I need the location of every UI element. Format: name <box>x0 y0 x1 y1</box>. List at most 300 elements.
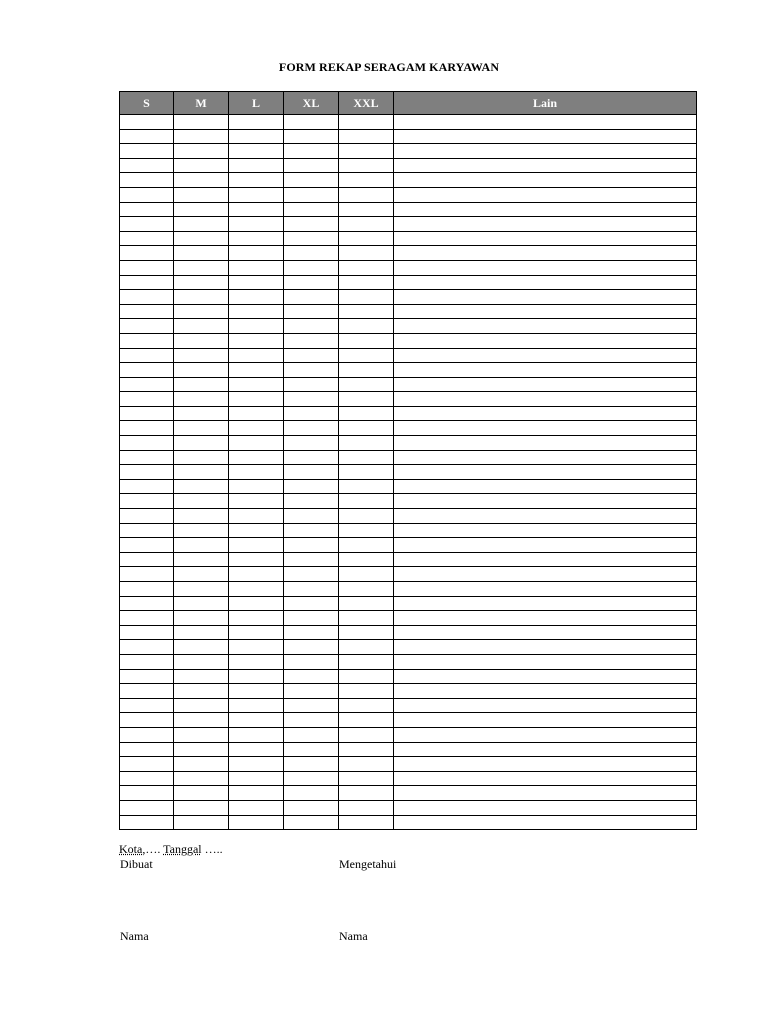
table-cell[interactable] <box>174 231 229 246</box>
table-cell[interactable] <box>339 319 394 334</box>
table-cell[interactable] <box>174 406 229 421</box>
table-cell[interactable] <box>120 333 174 348</box>
table-cell[interactable] <box>229 538 284 553</box>
table-cell[interactable] <box>339 713 394 728</box>
table-cell[interactable] <box>229 275 284 290</box>
table-cell[interactable] <box>284 742 339 757</box>
table-cell[interactable] <box>284 363 339 378</box>
table-cell[interactable] <box>174 552 229 567</box>
table-cell[interactable] <box>284 275 339 290</box>
table-cell[interactable] <box>229 231 284 246</box>
table-cell[interactable] <box>229 669 284 684</box>
table-cell[interactable] <box>339 129 394 144</box>
table-cell[interactable] <box>229 567 284 582</box>
table-cell[interactable] <box>120 129 174 144</box>
table-cell[interactable] <box>339 115 394 130</box>
table-cell[interactable] <box>120 684 174 699</box>
table-cell[interactable] <box>174 494 229 509</box>
table-cell[interactable] <box>174 363 229 378</box>
table-cell[interactable] <box>284 640 339 655</box>
table-cell[interactable] <box>394 567 697 582</box>
table-cell[interactable] <box>284 290 339 305</box>
table-cell[interactable] <box>120 582 174 597</box>
table-cell[interactable] <box>394 348 697 363</box>
table-cell[interactable] <box>174 333 229 348</box>
table-row <box>120 509 697 524</box>
table-cell[interactable] <box>394 304 697 319</box>
table-cell[interactable] <box>394 625 697 640</box>
table-cell[interactable] <box>339 654 394 669</box>
table-cell[interactable] <box>229 640 284 655</box>
table-cell[interactable] <box>339 392 394 407</box>
table-cell[interactable] <box>229 727 284 742</box>
table-cell[interactable] <box>339 582 394 597</box>
table-cell[interactable] <box>394 465 697 480</box>
table-cell[interactable] <box>229 786 284 801</box>
table-cell[interactable] <box>339 479 394 494</box>
table-cell[interactable] <box>174 421 229 436</box>
table-cell[interactable] <box>229 421 284 436</box>
table-cell[interactable] <box>120 290 174 305</box>
table-cell[interactable] <box>284 815 339 830</box>
table-cell[interactable] <box>120 552 174 567</box>
table-cell[interactable] <box>339 290 394 305</box>
table-cell[interactable] <box>229 479 284 494</box>
table-cell[interactable] <box>174 698 229 713</box>
table-cell[interactable] <box>120 158 174 173</box>
table-cell[interactable] <box>284 494 339 509</box>
table-cell[interactable] <box>284 654 339 669</box>
table-cell[interactable] <box>120 377 174 392</box>
table-cell[interactable] <box>339 421 394 436</box>
table-cell[interactable] <box>174 567 229 582</box>
table-cell[interactable] <box>120 217 174 232</box>
table-cell[interactable] <box>174 786 229 801</box>
table-cell[interactable] <box>394 217 697 232</box>
table-cell[interactable] <box>339 611 394 626</box>
table-cell[interactable] <box>229 115 284 130</box>
table-row <box>120 202 697 217</box>
table-cell[interactable] <box>284 377 339 392</box>
table-cell[interactable] <box>229 173 284 188</box>
table-cell[interactable] <box>339 231 394 246</box>
table-cell[interactable] <box>284 465 339 480</box>
table-cell[interactable] <box>174 771 229 786</box>
table-cell[interactable] <box>229 406 284 421</box>
table-cell[interactable] <box>394 421 697 436</box>
table-cell[interactable] <box>229 377 284 392</box>
table-cell[interactable] <box>394 377 697 392</box>
table-cell[interactable] <box>229 348 284 363</box>
table-cell[interactable] <box>229 800 284 815</box>
table-row <box>120 684 697 699</box>
table-cell[interactable] <box>394 786 697 801</box>
table-cell[interactable] <box>229 144 284 159</box>
table-cell[interactable] <box>284 129 339 144</box>
table-cell[interactable] <box>284 173 339 188</box>
table-cell[interactable] <box>120 115 174 130</box>
table-cell[interactable] <box>394 406 697 421</box>
table-cell[interactable] <box>284 187 339 202</box>
table-cell[interactable] <box>174 596 229 611</box>
table-cell[interactable] <box>120 786 174 801</box>
table-cell[interactable] <box>120 319 174 334</box>
table-cell[interactable] <box>174 304 229 319</box>
table-cell[interactable] <box>120 757 174 772</box>
table-cell[interactable] <box>120 363 174 378</box>
table-cell[interactable] <box>394 698 697 713</box>
table-cell[interactable] <box>174 275 229 290</box>
table-cell[interactable] <box>394 144 697 159</box>
table-cell[interactable] <box>394 275 697 290</box>
table-cell[interactable] <box>229 698 284 713</box>
table-cell[interactable] <box>284 144 339 159</box>
table-cell[interactable] <box>394 669 697 684</box>
table-cell[interactable] <box>229 523 284 538</box>
table-cell[interactable] <box>339 363 394 378</box>
table-cell[interactable] <box>229 465 284 480</box>
table-cell[interactable] <box>284 319 339 334</box>
table-cell[interactable] <box>284 757 339 772</box>
table-cell[interactable] <box>394 509 697 524</box>
table-cell[interactable] <box>284 582 339 597</box>
table-cell[interactable] <box>120 538 174 553</box>
table-cell[interactable] <box>284 786 339 801</box>
table-cell[interactable] <box>394 450 697 465</box>
table-cell[interactable] <box>229 625 284 640</box>
table-cell[interactable] <box>174 654 229 669</box>
table-cell[interactable] <box>229 304 284 319</box>
table-cell[interactable] <box>339 596 394 611</box>
table-cell[interactable] <box>174 217 229 232</box>
table-cell[interactable] <box>284 231 339 246</box>
table-cell[interactable] <box>394 742 697 757</box>
table-cell[interactable] <box>174 144 229 159</box>
table-cell[interactable] <box>339 698 394 713</box>
table-cell[interactable] <box>120 567 174 582</box>
table-cell[interactable] <box>174 465 229 480</box>
table-cell[interactable] <box>394 757 697 772</box>
table-cell[interactable] <box>394 187 697 202</box>
table-cell[interactable] <box>174 640 229 655</box>
table-cell[interactable] <box>229 684 284 699</box>
table-cell[interactable] <box>174 538 229 553</box>
table-cell[interactable] <box>174 246 229 261</box>
table-cell[interactable] <box>120 771 174 786</box>
table-cell[interactable] <box>284 684 339 699</box>
table-cell[interactable] <box>229 202 284 217</box>
table-cell[interactable] <box>394 771 697 786</box>
table-cell[interactable] <box>394 115 697 130</box>
table-cell[interactable] <box>229 319 284 334</box>
table-cell[interactable] <box>394 800 697 815</box>
table-cell[interactable] <box>120 815 174 830</box>
table-cell[interactable] <box>284 538 339 553</box>
table-cell[interactable] <box>229 129 284 144</box>
table-cell[interactable] <box>394 654 697 669</box>
table-cell[interactable] <box>120 654 174 669</box>
table-cell[interactable] <box>120 640 174 655</box>
table-cell[interactable] <box>339 275 394 290</box>
table-cell[interactable] <box>284 713 339 728</box>
table-cell[interactable] <box>394 436 697 451</box>
table-cell[interactable] <box>339 260 394 275</box>
table-cell[interactable] <box>174 582 229 597</box>
table-cell[interactable] <box>394 494 697 509</box>
table-cell[interactable] <box>120 800 174 815</box>
table-cell[interactable] <box>394 202 697 217</box>
table-cell[interactable] <box>284 523 339 538</box>
table-cell[interactable] <box>229 815 284 830</box>
table-cell[interactable] <box>284 596 339 611</box>
table-cell[interactable] <box>339 684 394 699</box>
table-cell[interactable] <box>120 596 174 611</box>
table-cell[interactable] <box>339 348 394 363</box>
table-cell[interactable] <box>339 158 394 173</box>
table-cell[interactable] <box>174 450 229 465</box>
table-cell[interactable] <box>284 611 339 626</box>
table-cell[interactable] <box>120 523 174 538</box>
table-cell[interactable] <box>284 436 339 451</box>
table-cell[interactable] <box>229 509 284 524</box>
table-cell[interactable] <box>394 523 697 538</box>
table-cell[interactable] <box>120 625 174 640</box>
table-cell[interactable] <box>120 231 174 246</box>
table-cell[interactable] <box>229 217 284 232</box>
table-cell[interactable] <box>284 202 339 217</box>
table-cell[interactable] <box>339 815 394 830</box>
table-cell[interactable] <box>229 713 284 728</box>
table-cell[interactable] <box>394 538 697 553</box>
table-cell[interactable] <box>339 640 394 655</box>
table-cell[interactable] <box>229 757 284 772</box>
table-cell[interactable] <box>174 260 229 275</box>
table-cell[interactable] <box>394 552 697 567</box>
table-cell[interactable] <box>174 377 229 392</box>
table-cell[interactable] <box>120 494 174 509</box>
table-cell[interactable] <box>339 742 394 757</box>
table-cell[interactable] <box>339 771 394 786</box>
table-cell[interactable] <box>284 479 339 494</box>
table-cell[interactable] <box>229 596 284 611</box>
table-cell[interactable] <box>339 144 394 159</box>
table-cell[interactable] <box>174 348 229 363</box>
table-cell[interactable] <box>120 436 174 451</box>
table-cell[interactable] <box>229 582 284 597</box>
table-cell[interactable] <box>284 450 339 465</box>
table-cell[interactable] <box>394 611 697 626</box>
table-cell[interactable] <box>174 684 229 699</box>
table-cell[interactable] <box>339 246 394 261</box>
table-cell[interactable] <box>120 144 174 159</box>
table-cell[interactable] <box>120 202 174 217</box>
table-cell[interactable] <box>120 246 174 261</box>
table-cell[interactable] <box>284 727 339 742</box>
table-cell[interactable] <box>284 392 339 407</box>
table-cell[interactable] <box>174 742 229 757</box>
table-cell[interactable] <box>284 567 339 582</box>
table-cell[interactable] <box>229 494 284 509</box>
table-row <box>120 815 697 830</box>
table-cell[interactable] <box>174 625 229 640</box>
table-cell[interactable] <box>394 173 697 188</box>
table-cell[interactable] <box>394 158 697 173</box>
table-cell[interactable] <box>284 348 339 363</box>
table-cell[interactable] <box>339 304 394 319</box>
table-cell[interactable] <box>229 290 284 305</box>
table-cell[interactable] <box>229 771 284 786</box>
table-cell[interactable] <box>339 552 394 567</box>
table-cell[interactable] <box>284 669 339 684</box>
table-cell[interactable] <box>120 275 174 290</box>
table-cell[interactable] <box>339 523 394 538</box>
table-cell[interactable] <box>339 800 394 815</box>
table-cell[interactable] <box>174 611 229 626</box>
table-cell[interactable] <box>394 319 697 334</box>
table-cell[interactable] <box>394 479 697 494</box>
table-cell[interactable] <box>174 523 229 538</box>
column-header-xl: XL <box>284 92 339 115</box>
table-cell[interactable] <box>229 187 284 202</box>
table-cell[interactable] <box>120 450 174 465</box>
table-cell[interactable] <box>339 625 394 640</box>
table-cell[interactable] <box>174 173 229 188</box>
table-cell[interactable] <box>339 436 394 451</box>
table-cell[interactable] <box>339 377 394 392</box>
table-cell[interactable] <box>394 333 697 348</box>
table-cell[interactable] <box>394 727 697 742</box>
table-cell[interactable] <box>174 158 229 173</box>
table-cell[interactable] <box>339 450 394 465</box>
table-cell[interactable] <box>229 246 284 261</box>
table-cell[interactable] <box>120 392 174 407</box>
table-cell[interactable] <box>284 217 339 232</box>
table-cell[interactable] <box>174 436 229 451</box>
table-cell[interactable] <box>339 173 394 188</box>
table-cell[interactable] <box>174 319 229 334</box>
table-cell[interactable] <box>284 260 339 275</box>
table-cell[interactable] <box>229 552 284 567</box>
table-cell[interactable] <box>339 187 394 202</box>
table-cell[interactable] <box>394 260 697 275</box>
table-cell[interactable] <box>120 304 174 319</box>
table-cell[interactable] <box>229 742 284 757</box>
table-cell[interactable] <box>229 158 284 173</box>
table-cell[interactable] <box>394 363 697 378</box>
table-cell[interactable] <box>229 392 284 407</box>
table-cell[interactable] <box>174 509 229 524</box>
table-cell[interactable] <box>394 596 697 611</box>
table-cell[interactable] <box>339 567 394 582</box>
table-cell[interactable] <box>339 757 394 772</box>
table-cell[interactable] <box>339 509 394 524</box>
table-cell[interactable] <box>120 479 174 494</box>
table-cell[interactable] <box>394 246 697 261</box>
table-cell[interactable] <box>394 713 697 728</box>
table-cell[interactable] <box>229 654 284 669</box>
table-cell[interactable] <box>284 552 339 567</box>
table-cell[interactable] <box>284 625 339 640</box>
table-cell[interactable] <box>229 450 284 465</box>
table-cell[interactable] <box>120 509 174 524</box>
table-cell[interactable] <box>394 129 697 144</box>
table-cell[interactable] <box>174 800 229 815</box>
table-cell[interactable] <box>174 479 229 494</box>
table-cell[interactable] <box>120 713 174 728</box>
table-cell[interactable] <box>394 290 697 305</box>
table-cell[interactable] <box>229 333 284 348</box>
table-cell[interactable] <box>120 669 174 684</box>
table-cell[interactable] <box>120 173 174 188</box>
table-cell[interactable] <box>174 290 229 305</box>
table-cell[interactable] <box>229 363 284 378</box>
table-cell[interactable] <box>174 757 229 772</box>
table-cell[interactable] <box>120 187 174 202</box>
table-cell[interactable] <box>339 465 394 480</box>
table-cell[interactable] <box>339 406 394 421</box>
table-cell[interactable] <box>284 158 339 173</box>
table-cell[interactable] <box>284 509 339 524</box>
table-cell[interactable] <box>120 698 174 713</box>
table-cell[interactable] <box>174 713 229 728</box>
table-cell[interactable] <box>174 202 229 217</box>
table-cell[interactable] <box>174 815 229 830</box>
table-cell[interactable] <box>174 392 229 407</box>
table-cell[interactable] <box>284 800 339 815</box>
table-cell[interactable] <box>284 333 339 348</box>
table-cell[interactable] <box>174 129 229 144</box>
table-cell[interactable] <box>120 742 174 757</box>
table-cell[interactable] <box>339 494 394 509</box>
table-cell[interactable] <box>174 669 229 684</box>
table-cell[interactable] <box>174 727 229 742</box>
table-cell[interactable] <box>284 246 339 261</box>
table-cell[interactable] <box>284 115 339 130</box>
table-cell[interactable] <box>284 406 339 421</box>
table-cell[interactable] <box>339 669 394 684</box>
table-cell[interactable] <box>229 611 284 626</box>
table-cell[interactable] <box>120 348 174 363</box>
table-cell[interactable] <box>174 187 229 202</box>
table-cell[interactable] <box>339 538 394 553</box>
table-cell[interactable] <box>339 217 394 232</box>
table-cell[interactable] <box>120 611 174 626</box>
table-cell[interactable] <box>284 304 339 319</box>
table-cell[interactable] <box>339 786 394 801</box>
table-cell[interactable] <box>284 698 339 713</box>
table-cell[interactable] <box>120 421 174 436</box>
table-cell[interactable] <box>284 771 339 786</box>
table-cell[interactable] <box>394 684 697 699</box>
table-cell[interactable] <box>339 202 394 217</box>
table-cell[interactable] <box>394 392 697 407</box>
table-cell[interactable] <box>229 436 284 451</box>
table-cell[interactable] <box>120 465 174 480</box>
table-row <box>120 669 697 684</box>
table-cell[interactable] <box>394 640 697 655</box>
table-cell[interactable] <box>394 815 697 830</box>
table-cell[interactable] <box>284 421 339 436</box>
table-cell[interactable] <box>339 727 394 742</box>
table-cell[interactable] <box>394 582 697 597</box>
table-cell[interactable] <box>174 115 229 130</box>
table-cell[interactable] <box>229 260 284 275</box>
table-cell[interactable] <box>120 406 174 421</box>
table-cell[interactable] <box>394 231 697 246</box>
table-cell[interactable] <box>120 727 174 742</box>
table-cell[interactable] <box>339 333 394 348</box>
table-cell[interactable] <box>120 260 174 275</box>
